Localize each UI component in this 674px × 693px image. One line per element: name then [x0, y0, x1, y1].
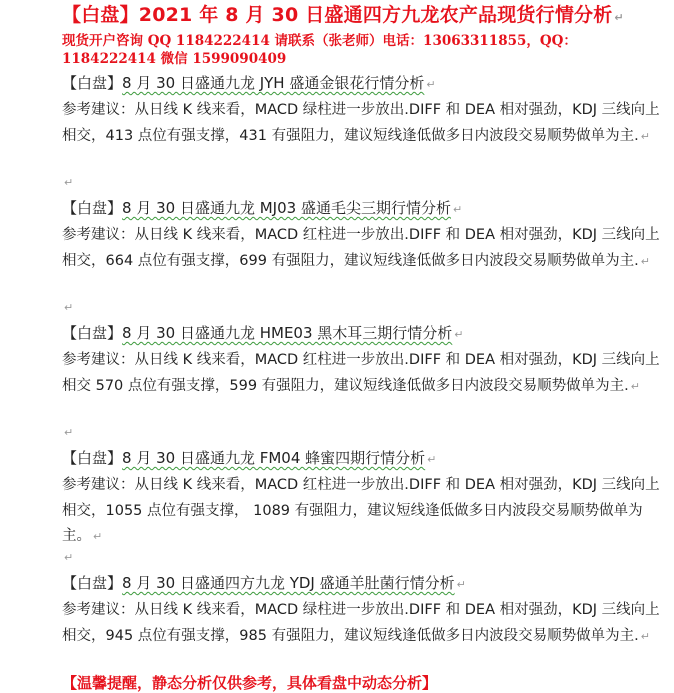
paragraph-mark-icon: ↵ — [640, 254, 650, 268]
analysis-section — [62, 195, 662, 274]
paragraph-mark-icon: ↵ — [93, 530, 103, 543]
paragraph-mark-icon: ↵ — [630, 379, 641, 393]
analysis-section — [62, 320, 662, 399]
paragraph-mark-icon: ↵ — [640, 629, 650, 643]
section-body-text: 参考建议：从日线 K 线来看，MACD 绿柱进一步放出.DIFF 和 DEA 相对强劲，KDJ 三线向上相交，413 点位有强支撑，431 有强阻力，建议短线逢低做多日内波段交易顺势做单为主. — [62, 102, 660, 144]
section-body-text: 参考建议：从日线 K 线来看，MACD 红柱进一步放出.DIFF 和 DEA 相对强劲，KDJ 三线向上相交，664 点位有强支撑，699 有强阻力，建议短线逢低做多日内波段交易顺势做单为主. — [62, 227, 660, 269]
section-heading — [62, 320, 662, 348]
paragraph-mark-icon: ↵ — [614, 11, 624, 24]
section-heading-text: 8 月 30 日盛通九龙 JYH 盛通金银花行情分析 — [122, 74, 425, 92]
section-heading — [62, 570, 662, 598]
paragraph-mark-icon: ↵ — [640, 129, 650, 143]
section-heading-text: 8 月 30 日盛通九龙 MJ03 盛通毛尖三期行情分析 — [122, 199, 451, 217]
paragraph-mark-icon: ↵ — [454, 328, 464, 341]
section-body — [62, 598, 662, 649]
section-prefix: 【白盘】 — [62, 324, 123, 342]
section-prefix: 【白盘】 — [62, 574, 123, 592]
section-prefix: 【白盘】 — [62, 74, 123, 92]
paragraph-mark-icon: ↵ — [426, 78, 436, 91]
section-body-text: 参考建议：从日线 K 线来看，MACD 红柱进一步放出.DIFF 和 DEA 相对强劲，KDJ 三线向上相交，1055 点位有强支撑， 1089 有强阻力，建议短线逢低做多日内波段交易顺势做单为主。 — [62, 477, 660, 544]
section-prefix: 【白盘】 — [62, 449, 123, 467]
section-body — [62, 348, 662, 399]
section-heading — [62, 70, 662, 98]
empty-paragraph-mark-icon: ↵ — [64, 176, 74, 189]
section-body — [62, 473, 662, 550]
section-heading-text: 8 月 30 日盛通九龙 FM04 蜂蜜四期行情分析 — [122, 449, 426, 467]
section-body — [62, 98, 662, 149]
section-body-text: 参考建议：从日线 K 线来看，MACD 绿柱进一步放出.DIFF 和 DEA 相对强劲，KDJ 三线向上相交，945 点位有强支撑，985 有强阻力，建议短线逢低做多日内波段交易顺势做单为主. — [62, 602, 660, 644]
section-heading-text: 8 月 30 日盛通九龙 HME03 黑木耳三期行情分析 — [122, 324, 453, 342]
section-body — [62, 223, 662, 274]
footer-reminder: 【温馨提醒，静态分析仅供参考，具体看盘中动态分析】 — [62, 674, 438, 692]
section-heading-text: 8 月 30 日盛通四方九龙 YDJ 盛通羊肚菌行情分析 — [122, 574, 455, 592]
paragraph-mark-icon: ↵ — [452, 203, 463, 216]
empty-paragraph-mark-icon: ↵ — [64, 551, 74, 564]
empty-paragraph-mark-icon: ↵ — [64, 426, 74, 439]
analysis-section — [62, 570, 662, 649]
document-title — [62, 0, 624, 27]
section-heading — [62, 195, 662, 223]
section-body-text: 参考建议：从日线 K 线来看，MACD 红柱进一步放出.DIFF 和 DEA 相对强劲，KDJ 三线向上相交 570 点位有强支撑，599 有强阻力，建议短线逢低做多日内波段交易顺势做单为主. — [62, 352, 660, 394]
empty-paragraph-mark-icon: ↵ — [64, 301, 74, 314]
paragraph-mark-icon: ↵ — [456, 578, 466, 591]
analysis-section — [62, 70, 662, 149]
paragraph-mark-icon: ↵ — [427, 453, 437, 466]
analysis-section — [62, 445, 662, 550]
section-heading — [62, 445, 662, 473]
title-text: 【白盘】2021 年 8 月 30 日盛通四方九龙农产品现货行情分析 — [62, 4, 613, 26]
section-prefix: 【白盘】 — [62, 199, 123, 217]
contact-info: 现货开户咨询 QQ 1184222414 请联系（张老师）电话：13063311855，QQ：1184222414 微信 1599090409 — [62, 33, 577, 67]
